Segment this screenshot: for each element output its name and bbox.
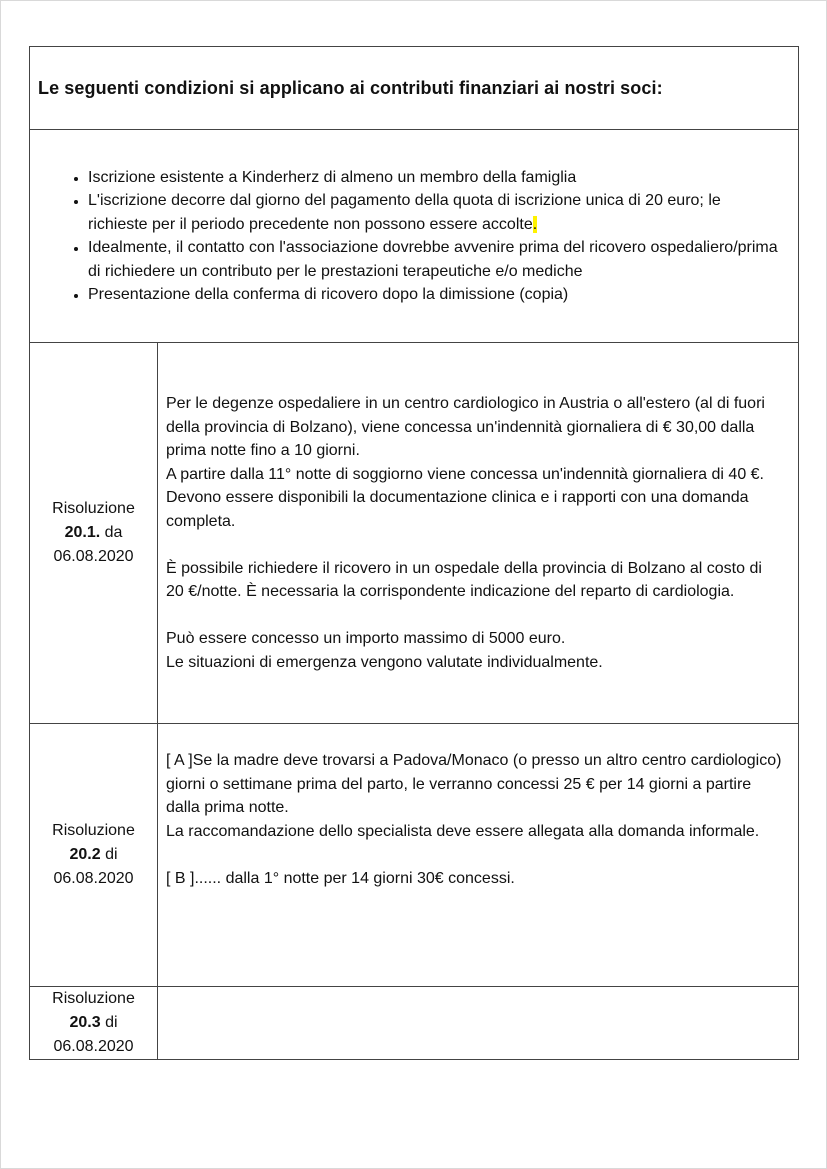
resolution-number: 20.1.	[64, 524, 101, 541]
resolution-text: Le situazioni di emergenza vengono valutate individualmente.	[166, 653, 603, 671]
resolution-content	[158, 724, 799, 987]
resolution-row-20-1	[30, 343, 799, 724]
resolution-number: 20.3	[69, 1014, 101, 1031]
table-header-cell	[30, 47, 799, 130]
resolution-text: [ B ]...... dalla 1° notte per 14 giorni 30€ concessi.	[166, 869, 515, 887]
condition-item: • Iscrizione esistente a Kinderherz di almeno un membro della famiglia	[88, 166, 778, 190]
resolution-number: 20.2	[69, 846, 101, 863]
resolution-date: 06.08.2020	[53, 1038, 134, 1055]
highlight-mark: .	[532, 215, 538, 233]
condition-item: • L'iscrizione decorre dal giorno del pagamento della quota di iscrizione unica di 20 euro; le richieste per il periodo precedente non possono essere accolte.	[88, 189, 778, 236]
resolution-row-20-2	[30, 724, 799, 987]
condition-item: • Presentazione della conferma di ricovero dopo la dimissione (copia)	[88, 283, 778, 307]
resolution-date: 06.08.2020	[53, 548, 134, 565]
conditions-cell	[30, 130, 799, 343]
conditions-list	[30, 166, 798, 307]
resolution-text: [ A ]Se la madre deve trovarsi a Padova/Monaco (o presso un altro centro cardiologico) giorni o settimane prima del parto, le verranno concessi 25 € per 14 giorni a partire dalla prima notte.	[166, 752, 782, 816]
resolution-label: Risoluzione 20.1. da 06.08.2020	[30, 343, 158, 724]
resolution-text: È possibile richiedere il ricovero in un ospedale della provincia di Bolzano al costo di 20 €/notte. È necessaria la corrispondente indicazione del reparto di cardiologia.	[166, 559, 762, 600]
table-title: Le seguenti condizioni si applicano ai contributi finanziari ai nostri soci:	[38, 77, 663, 98]
condition-item: • Idealmente, il contatto con l'associazione dovrebbe avvenire prima del ricovero ospedaliero/prima di richiedere un contributo per le prestazioni terapeutiche e/o mediche	[88, 236, 778, 283]
resolution-text: Può essere concesso un importo massimo di 5000 euro.	[166, 630, 566, 647]
resolution-text: Per le degenze ospedaliere in un centro cardiologico in Austria o all'estero (al di fuori della provincia di Bolzano), viene concessa un'indennità giornaliera di € 30,00 dalla prima notte fino a 10 giorni.	[166, 395, 765, 459]
resolution-row-20-3	[30, 987, 799, 1060]
resolution-text: La raccomandazione dello specialista deve essere allegata alla domanda informale.	[166, 822, 760, 840]
resolution-content-empty	[158, 987, 799, 1060]
conditions-table	[29, 46, 799, 1060]
resolution-content	[158, 343, 799, 724]
resolution-date: 06.08.2020	[53, 870, 134, 887]
resolution-label: Risoluzione 20.2 di 06.08.2020	[30, 724, 158, 987]
resolution-label: Risoluzione 20.3 di 06.08.2020	[30, 987, 158, 1060]
resolution-text: Devono essere disponibili la documentazione clinica e i rapporti con una domanda completa.	[166, 489, 749, 530]
resolution-text: A partire dalla 11° notte di soggiorno viene concessa un'indennità giornaliera di 40 €.	[166, 465, 764, 483]
